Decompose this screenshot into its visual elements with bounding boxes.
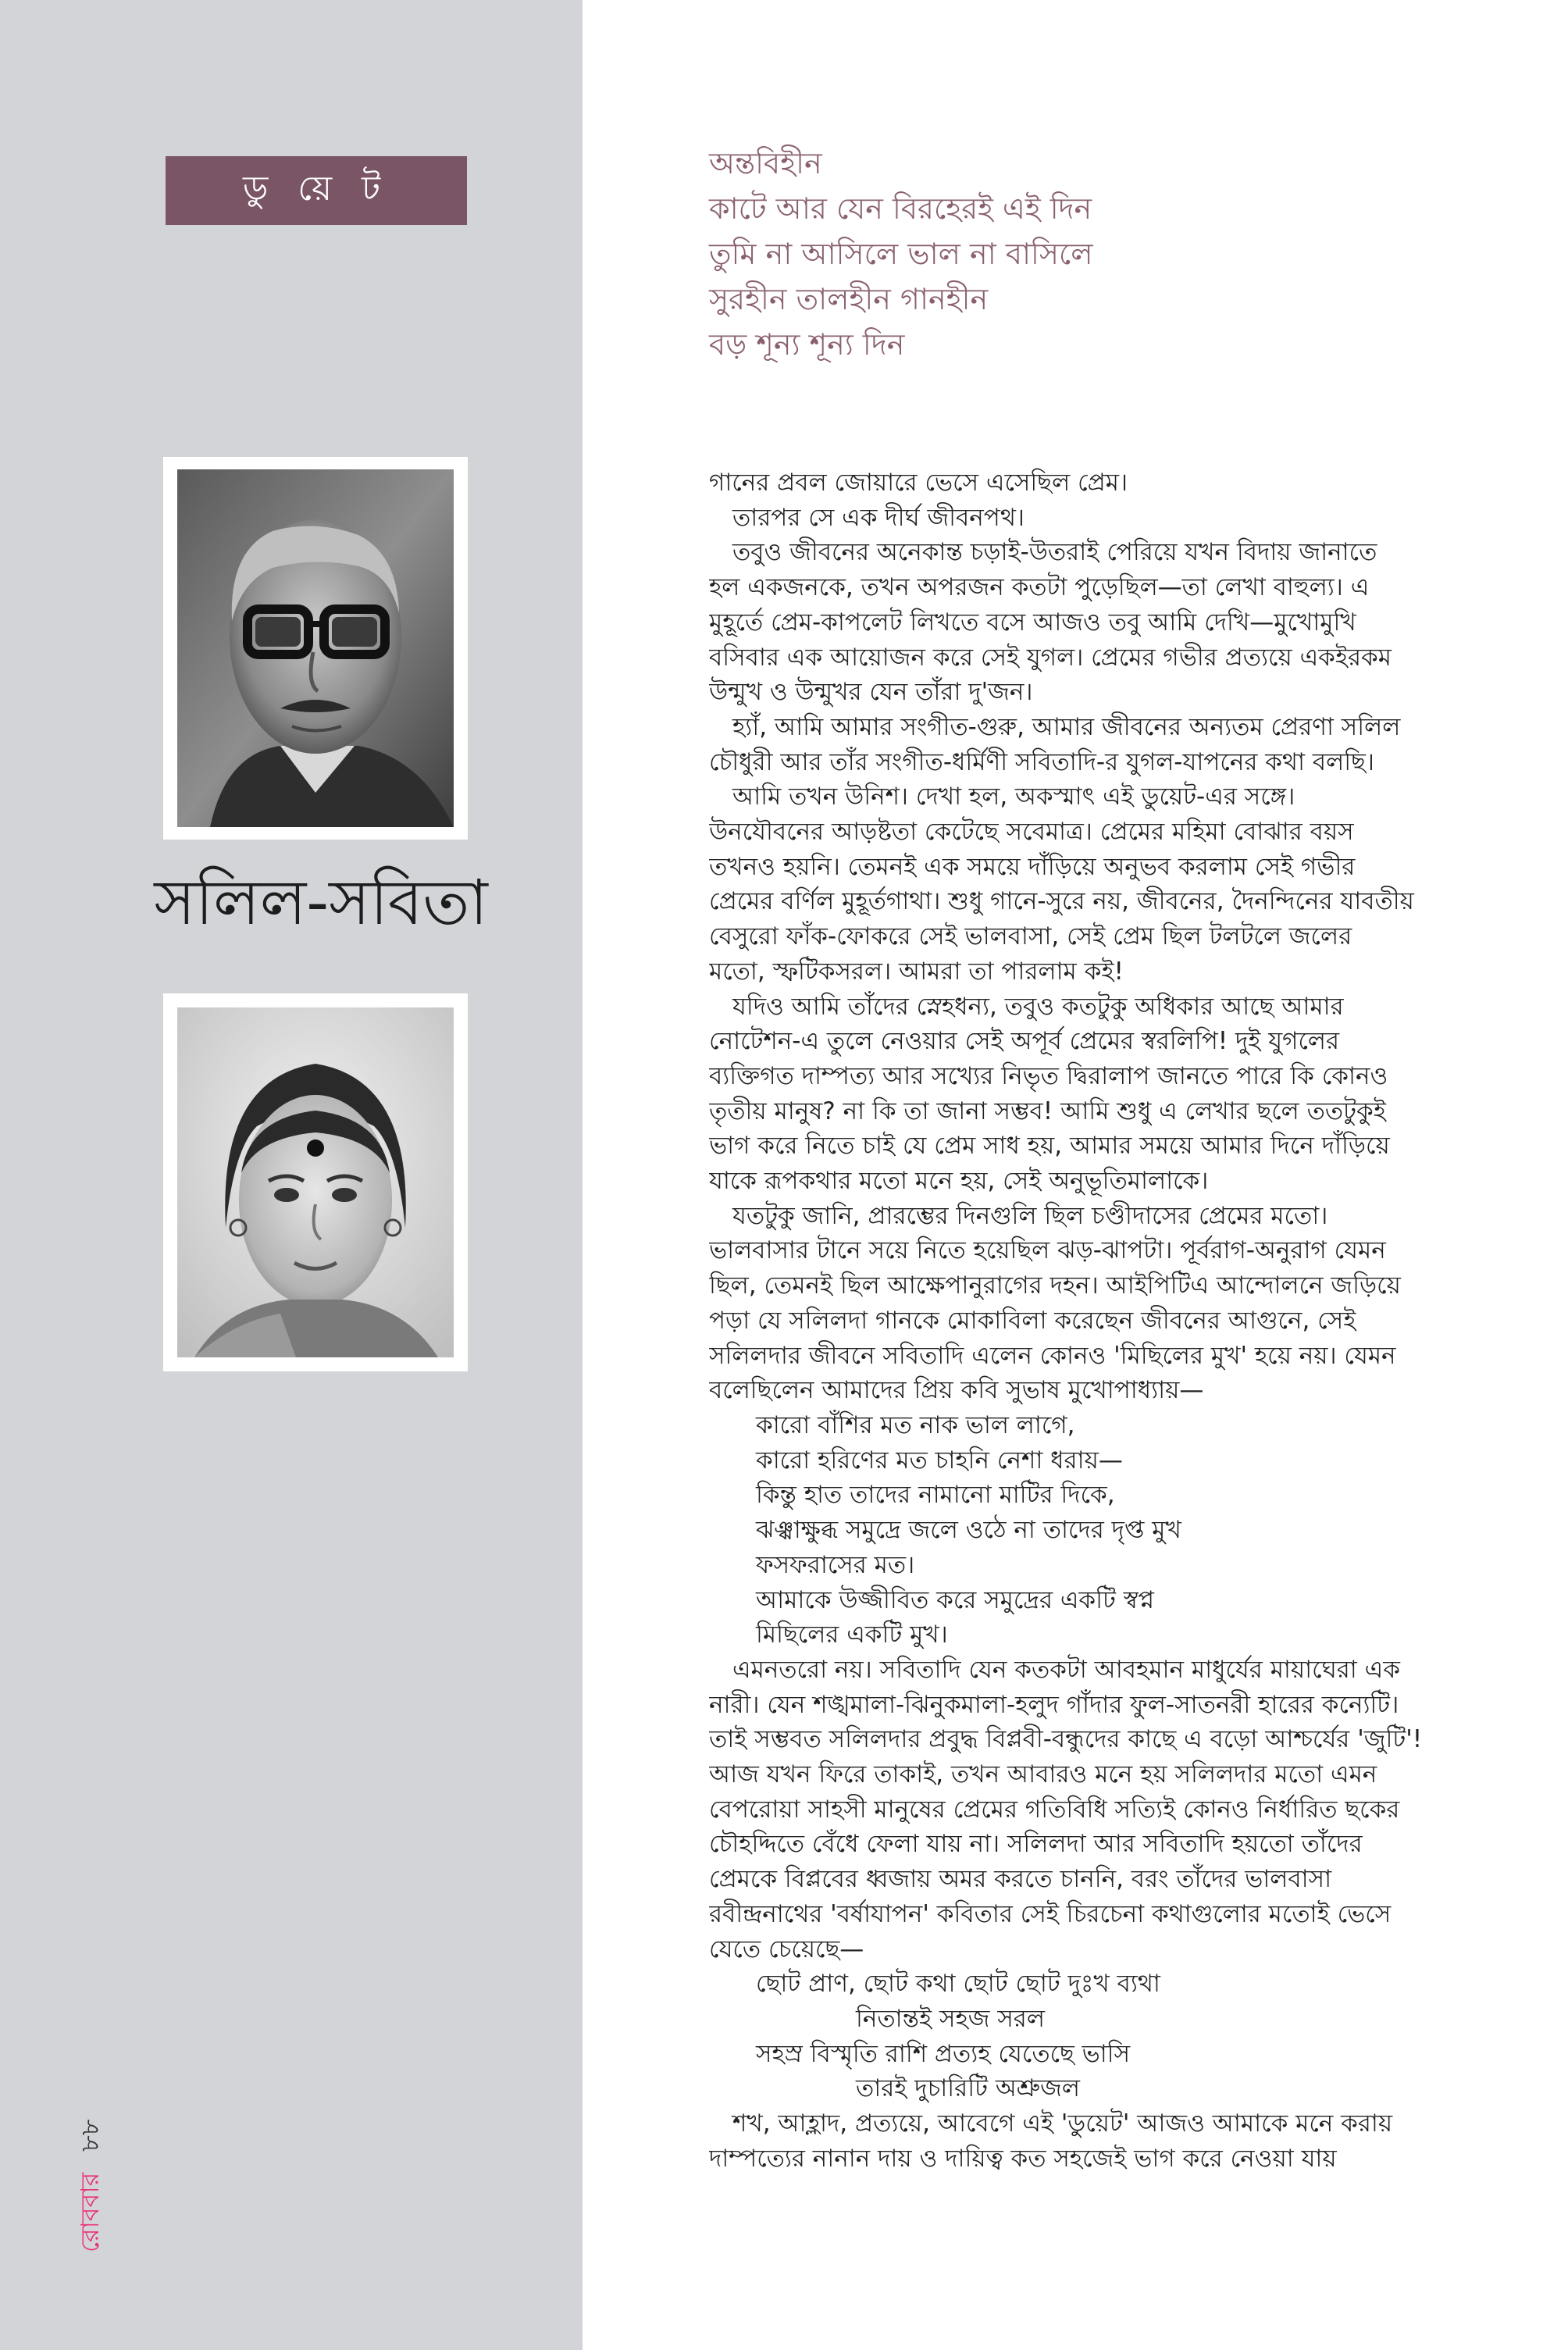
body-line: তখনও হয়নি। তেমনই এক সময়ে দাঁড়িয়ে অনুভব করলাম সেই গভীর: [709, 852, 1356, 881]
portrait-photo-sabita: [163, 993, 468, 1371]
body-line: আমি তখন উনিশ। দেখা হল, অকস্মাৎ এই ডুয়েট-এর সঙ্গে।: [732, 783, 1295, 811]
body-line: প্রেমকে বিপ্লবের ধ্বজায় অমর করতে চাননি, বরং তাঁদের ভালবাসা: [709, 1865, 1332, 1894]
verse-line: তারই দুচারিটি অশ্রুজল: [856, 2074, 1080, 2103]
body-line: তবুও জীবনের অনেকান্ত চড়াই-উতরাই পেরিয়ে যখন বিদায় জানাতে: [732, 538, 1377, 567]
body-line: রবীন্দ্রনাথের 'বর্ষাযাপন' কবিতার সেই চিরচেনা কথাগুলোর মতোই ভেসে: [709, 1899, 1392, 1928]
portrait-photo-salil: [163, 457, 468, 840]
verse-line: ছোট প্রাণ, ছোট কথা ছোট ছোট দুঃখ ব্যথা: [756, 1970, 1160, 1999]
lyric-line: কাটে আর যেন বিরহেরই এই দিন: [709, 191, 1092, 226]
lyric-line: সুরহীন তালহীন গানহীন: [709, 282, 989, 316]
body-line: যেতে চেয়েছে—: [709, 1935, 864, 1963]
lyric-epigraph: [709, 141, 1490, 367]
body-line: ছিল, তেমনই ছিল আক্ষেপানুরাগের দহন। আইপিটিএ আন্দোলনে জড়িয়ে: [709, 1271, 1401, 1300]
left-sidebar: [0, 0, 583, 2350]
body-line: নোটেশন-এ তুলে নেওয়ার সেই অপূর্ব প্রেমের স্বরলিপি! দুই যুগলের: [709, 1027, 1340, 1056]
folio-page-number: ৮৮: [75, 2119, 105, 2152]
body-line: সলিলদার জীবনে সবিতাদি এলেন কোনও 'মিছিলের মুখ' হয়ে নয়। যেমন: [709, 1341, 1396, 1370]
body-line: দাম্পত্যের নানান দায় ও দায়িত্ব কত সহজেই ভাগ করে নেওয়া যায়: [709, 2144, 1337, 2173]
body-line: বলেছিলেন আমাদের প্রিয় কবি সুভাষ মুখোপাধ্যায়—: [709, 1376, 1204, 1405]
body-line: বসিবার এক আয়োজন করে সেই যুগল। প্রেমের গভীর প্রত্যয়ে একইরকম: [709, 643, 1392, 672]
section-badge: [166, 156, 467, 225]
body-line: প্রেমের বর্ণিল মুহূর্তগাথা। শুধু গানে-সুরে নয়, জীবনের, দৈনন্দিনের যাবতীয়: [709, 887, 1414, 916]
body-line: বেসুরো ফাঁক-ফোকরে সেই ভালবাসা, সেই প্রেম ছিল টলটলে জলের: [709, 922, 1352, 951]
body-line: নারী। যেন শঙ্খমালা-ঝিনুকমালা-হলুদ গাঁদার ফুল-সাতনরী হারের কন্যেটি।: [709, 1690, 1399, 1719]
body-line: যাকে রূপকথার মতো মনে হয়, সেই অনুভূতিমালাকে।: [709, 1167, 1209, 1196]
body-line: মুহূর্তে প্রেম-কাপলেট লিখতে বসে আজও তবু আমি দেখি—মুখোমুখি: [709, 608, 1356, 637]
body-line: পড়া যে সলিলদা গানকে মোকাবিলা করেছেন জীবনের আগুনে, সেই: [709, 1306, 1356, 1335]
body-line: উন্মুখ ও উন্মুখর যেন তাঁরা দু'জন।: [709, 678, 1033, 707]
verse-line: ঝঞ্ঝাক্ষুব্ধ সমুদ্রে জলে ওঠে না তাদের দৃপ্ত মুখ: [756, 1516, 1181, 1545]
verse-line: কারো হরিণের মত চাহনি নেশা ধরায়—: [756, 1446, 1123, 1475]
feature-title: সলিল-সবিতা: [154, 866, 488, 939]
body-line: বেপরোয়া সাহসী মানুষের প্রেমের গতিবিধি সত্যিই কোনও নির্ধারিত ছকের: [709, 1795, 1400, 1824]
body-line: শখ, আহ্লাদ, প্রত্যয়ে, আবেগে এই 'ডুয়েট' আজও আমাকে মনে করায়: [732, 2109, 1393, 2138]
folio-label: রোববার: [75, 2172, 105, 2252]
portrait-woman-illustration: [163, 993, 468, 1371]
verse-line: কিন্তু হাত তাদের নামানো মাটির দিকে,: [756, 1481, 1115, 1510]
verse-line: মিছিলের একটি মুখ।: [756, 1621, 948, 1649]
body-line: যতটুকু জানি, প্রারম্ভের দিনগুলি ছিল চণ্ডীদাসের প্রেমের মতো।: [732, 1201, 1328, 1230]
body-line: তারপর সে এক দীর্ঘ জীবনপথ।: [732, 503, 1025, 532]
body-line: ভাগ করে নিতে চাই যে প্রেম সাধ হয়, আমার সময়ে আমার দিনে দাঁড়িয়ে: [709, 1132, 1390, 1161]
body-line: আজ যখন ফিরে তাকাই, তখন আবারও মনে হয় সলিলদার মতো এমন: [709, 1760, 1377, 1789]
body-line: ভালবাসার টানে সয়ে নিতে হয়েছিল ঝড়-ঝাপটা। পূর্বরাগ-অনুরাগ যেমন: [709, 1236, 1386, 1265]
body-line: হ্যাঁ, আমি আমার সংগীত-গুরু, আমার জীবনের অন্যতম প্রেরণা সলিল: [732, 712, 1401, 741]
lyric-line: বড় শূন্য শূন্য দিন: [709, 327, 905, 362]
lyric-line: তুমি না আসিলে ভাল না বাসিলে: [709, 237, 1093, 271]
article-body: [709, 465, 1459, 2176]
verse-line: কারো বাঁশির মত নাক ভাল লাগে,: [756, 1410, 1075, 1439]
body-line: ব্যক্তিগত দাম্পত্য আর সখ্যের নিভৃত দ্বিরালাপ জানতে পারে কি কোনও: [709, 1061, 1388, 1090]
body-line: চৌধুরী আর তাঁর সংগীত-ধর্মিণী সবিতাদি-র যুগল-যাপনের কথা বলছি।: [709, 747, 1374, 776]
page-folio: [69, 2073, 116, 2252]
body-line: মতো, স্ফটিকসরল। আমরা তা পারলাম কই!: [709, 957, 1124, 986]
body-line: তাই সম্ভবত সলিলদার প্রবুদ্ধ বিপ্লবী-বন্ধুদের কাছে এ বড়ো আশ্চর্যের 'জুটি'!: [709, 1725, 1423, 1754]
body-line: চৌহদ্দিতে বেঁধে ফেলা যায় না। সলিলদা আর সবিতাদি হয়তো তাঁদের: [709, 1830, 1363, 1859]
verse-line: ফসফরাসের মত।: [756, 1550, 915, 1579]
body-line: গানের প্রবল জোয়ারে ভেসে এসেছিল প্রেম।: [709, 469, 1128, 497]
verse-line: সহস্র বিস্মৃতি রাশি প্রত্যহ যেতেছে ভাসি: [756, 2039, 1131, 2068]
body-line: হল একজনকে, তখন অপরজন কতটা পুড়েছিল—তা লেখা বাহুল্য। এ: [709, 573, 1370, 602]
body-line: এমনতরো নয়। সবিতাদি যেন কতকটা আবহমান মাধুর্যের মায়াঘেরা এক: [732, 1655, 1400, 1684]
verse-line: নিতান্তই সহজ সরল: [856, 2004, 1045, 2033]
section-badge-label: ডু য়ে ট: [242, 168, 390, 209]
portrait-man-illustration: [163, 457, 468, 840]
body-line: যদিও আমি তাঁদের স্নেহধন্য, তবুও কতটুকু অধিকার আছে আমার: [732, 992, 1344, 1021]
body-line: তৃতীয় মানুষ? না কি তা জানা সম্ভব! আমি শুধু এ লেখার ছলে ততটুকুই: [709, 1097, 1386, 1125]
body-line: উনযৌবনের আড়ষ্টতা কেটেছে সবেমাত্র। প্রেমের মহিমা বোঝার বয়স: [709, 818, 1354, 847]
lyric-line: অন্তবিহীন: [709, 146, 822, 180]
verse-line: আমাকে উজ্জীবিত করে সমুদ্রের একটি স্বপ্ন: [756, 1585, 1154, 1614]
